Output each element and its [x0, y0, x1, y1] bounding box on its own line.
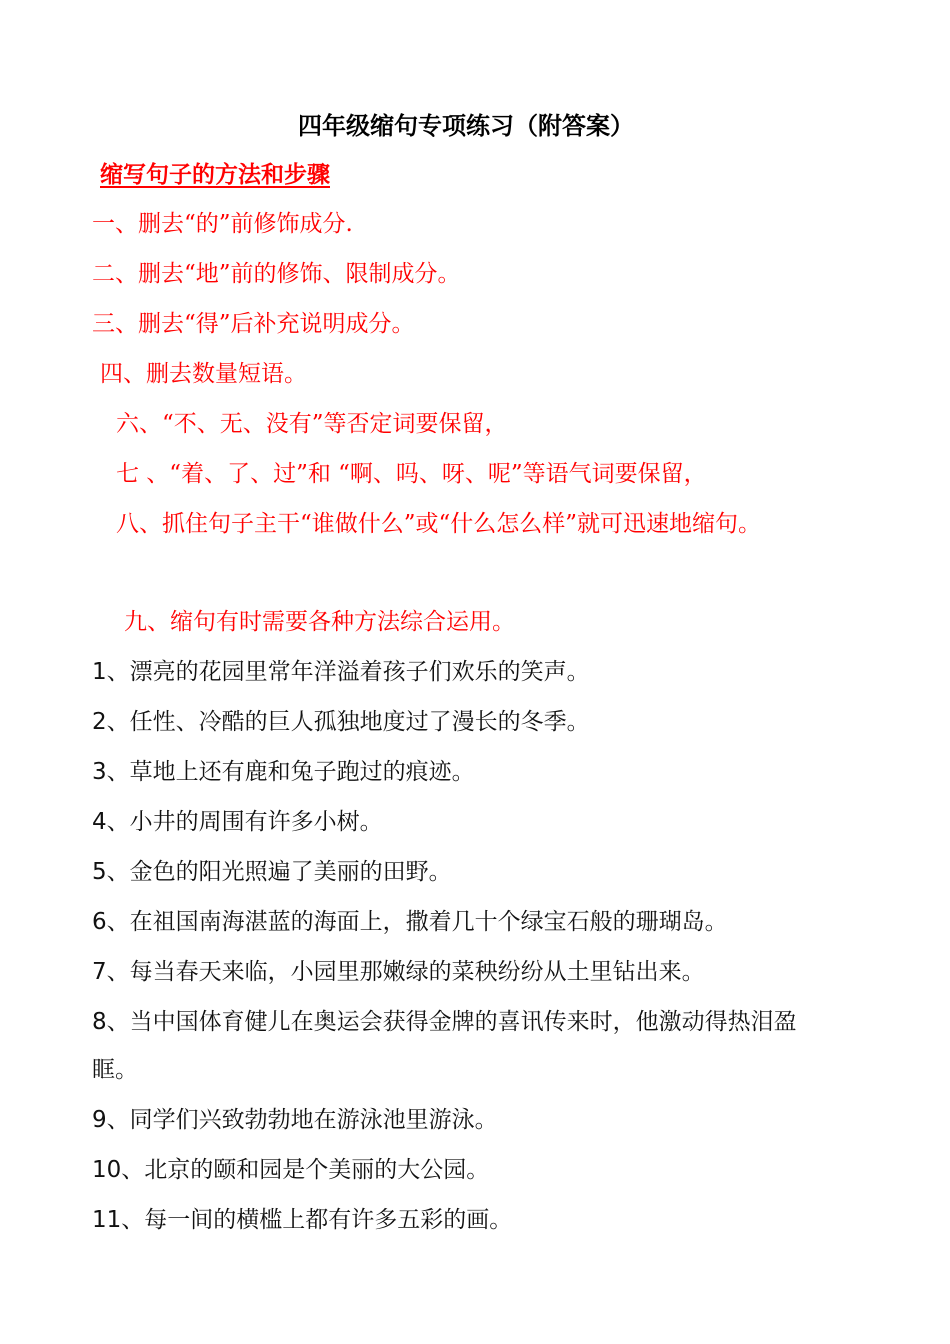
exercise-text: 、同学们兴致勃勃地在游泳池里游泳。 [106, 1107, 498, 1133]
exercise-text: 、每当春天来临，小园里那嫩绿的菜秧纷纷从土里钻出来。 [106, 959, 705, 985]
exercise-item [92, 957, 705, 987]
methods-heading: 缩写句子的方法和步骤 [100, 161, 330, 188]
exercise-text: 、金色的阳光照遍了美丽的田野。 [106, 859, 452, 885]
exercise-item [92, 757, 475, 787]
exercise-number: 3 [92, 759, 107, 785]
exercise-text: 、草地上还有鹿和兔子跑过的痕迹。 [106, 759, 475, 785]
exercise-number: 9 [92, 1107, 107, 1133]
exercise-number: 1 [92, 659, 107, 685]
exercise-number: 4 [92, 809, 107, 835]
exercise-item [92, 857, 452, 887]
exercise-number: 2 [92, 709, 107, 735]
method-item: 三、删去“得”后补充说明成分。 [92, 311, 415, 337]
exercise-item [92, 907, 728, 937]
exercise-text: 、每一间的横槛上都有许多五彩的画。 [121, 1207, 513, 1233]
method-item: 一、删去“的”前修饰成分. [92, 211, 353, 237]
method-item: 二、删去“地”前的修饰、限制成分。 [92, 261, 461, 287]
exercise-continuation: 眶。 [92, 1057, 138, 1083]
exercise-item [92, 707, 590, 737]
exercise-item [92, 657, 590, 687]
exercise-number: 6 [92, 909, 107, 935]
exercise-number: 10 [92, 1157, 122, 1183]
exercise-text: 、漂亮的花园里常年洋溢着孩子们欢乐的笑声。 [106, 659, 590, 685]
exercise-text: 、当中国体育健儿在奥运会获得金牌的喜讯传来时，他激动得热泪盈 [106, 1009, 797, 1035]
method-item: 六、“不、无、没有”等否定词要保留， [116, 411, 508, 437]
exercise-item [92, 1155, 489, 1185]
exercise-text: 、北京的颐和园是个美丽的大公园。 [121, 1157, 490, 1183]
exercise-number: 8 [92, 1009, 107, 1035]
method-item: 七 、“着、了、过”和 “啊、吗、呀、呢”等语气词要保留， [116, 461, 707, 487]
page-title: 四年级缩句专项练习（附答案） [298, 111, 634, 140]
exercise-number: 7 [92, 959, 107, 985]
exercise-number: 11 [92, 1207, 122, 1233]
method-item: 九、缩句有时需要各种方法综合运用。 [124, 609, 515, 635]
method-item: 四、删去数量短语。 [100, 361, 307, 387]
method-item: 八、抓住句子主干“谁做什么”或“什么怎么样”就可迅速地缩句。 [116, 511, 762, 537]
exercise-number: 5 [92, 859, 107, 885]
exercise-item [92, 1105, 498, 1135]
exercise-item [92, 807, 383, 837]
exercise-text: 、小井的周围有许多小树。 [106, 809, 383, 835]
exercise-text: 、任性、冷酷的巨人孤独地度过了漫长的冬季。 [106, 709, 590, 735]
exercise-item [92, 1007, 797, 1037]
exercise-text: 、在祖国南海湛蓝的海面上，撒着几十个绿宝石般的珊瑚岛。 [106, 909, 728, 935]
exercise-item [92, 1205, 512, 1235]
